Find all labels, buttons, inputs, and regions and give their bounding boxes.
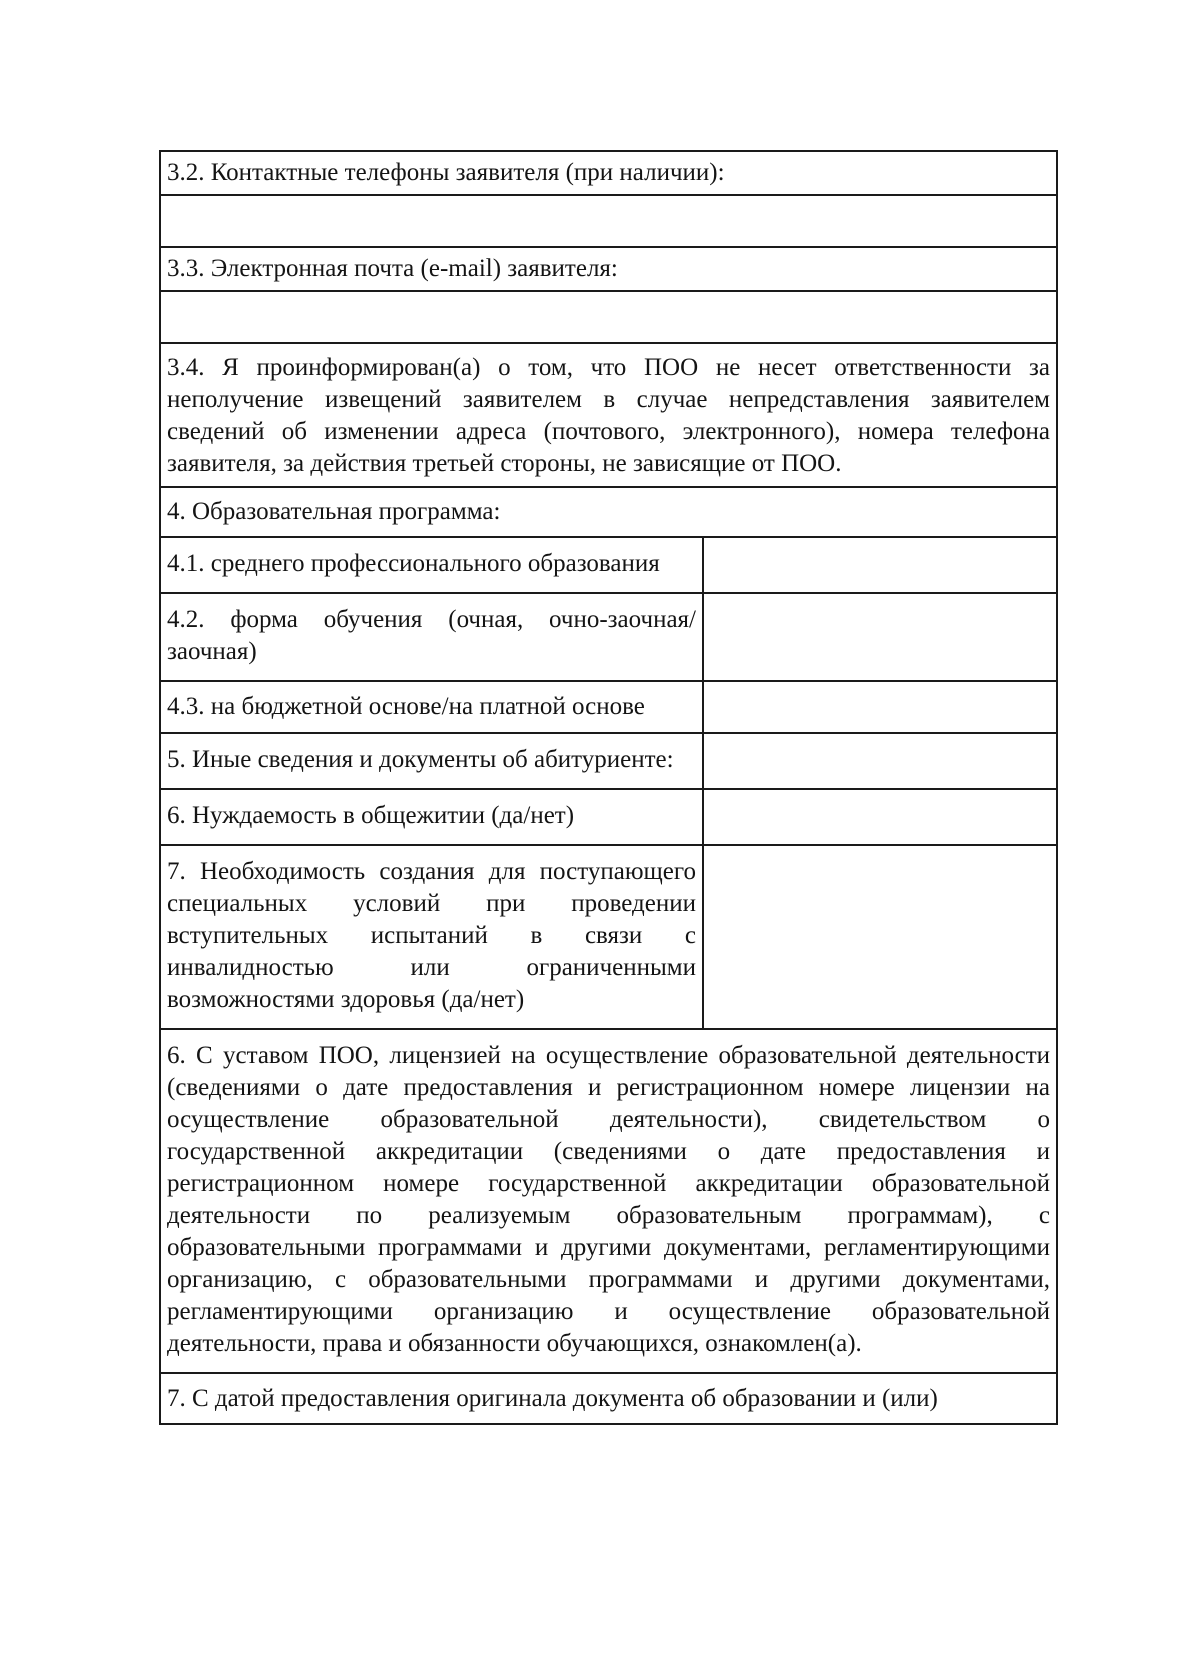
- program-level-label: 4.1. среднего профессионального образования: [161, 538, 704, 592]
- phone-label: 3.2. Контактные телефоны заявителя (при наличии):: [167, 159, 725, 186]
- original-doc-row: [161, 1374, 1056, 1423]
- special-conditions-label: 7. Необходимость создания для поступающего специальных условий при проведении вступительных испытаний в связи с инвалидностью или ограниченными возможностями здоровья (да/нет): [161, 846, 704, 1028]
- other-info-row: [161, 734, 1056, 790]
- other-info-field[interactable]: [704, 734, 1056, 788]
- phone-label-row: [161, 152, 1056, 196]
- program-heading-row: [161, 488, 1056, 538]
- application-form-table: [159, 150, 1058, 1425]
- funding-field[interactable]: [704, 682, 1056, 732]
- notice-text: 3.4. Я проинформирован(а) о том, что ПОО не несет ответственности за неполучение извещений заявителем в случае непредставления заявителем сведений об изменении адреса (почтового, электронного), номера телефона заявителя, за действия третьей стороны, не зависящие от ПОО.: [167, 354, 1050, 477]
- acknowledgement-text: 6. С уставом ПОО, лицензией на осуществление образовательной деятельности (сведениями о дате предоставления и регистрационном номере лицензии на осуществление образовательной деятельности), свидетельством о государственной аккредитации (сведениями о дате предоставления и регистрационном номере государственной аккредитации образовательной деятельности по реализуемым образовательным программам), с образовательными программами и другими документами, регламентирующими организацию, с образовательными программами и другими документами, регламентирующими организацию и осуществление образовательной деятельности, права и обязанности обучающихся, ознакомлен(а).: [167, 1042, 1050, 1357]
- study-form-row: [161, 594, 1056, 682]
- special-conditions-field[interactable]: [704, 846, 1056, 1028]
- funding-row: [161, 682, 1056, 734]
- program-heading: 4. Образовательная программа:: [167, 498, 501, 525]
- dormitory-label: 6. Нуждаемость в общежитии (да/нет): [161, 790, 704, 844]
- program-level-row: [161, 538, 1056, 594]
- program-level-field[interactable]: [704, 538, 1056, 592]
- dormitory-field[interactable]: [704, 790, 1056, 844]
- dormitory-row: [161, 790, 1056, 846]
- study-form-field[interactable]: [704, 594, 1056, 680]
- phone-field[interactable]: [161, 196, 1056, 248]
- email-field[interactable]: [161, 292, 1056, 344]
- notice-row: [161, 344, 1056, 488]
- study-form-label: 4.2. форма обучения (очная, очно-заочная/заочная): [161, 594, 704, 680]
- email-label-row: [161, 248, 1056, 292]
- email-label: 3.3. Электронная почта (e-mail) заявителя:: [167, 255, 618, 282]
- special-conditions-row: [161, 846, 1056, 1030]
- acknowledgement-row: [161, 1030, 1056, 1374]
- other-info-label: 5. Иные сведения и документы об абитуриенте:: [161, 734, 704, 788]
- funding-label: 4.3. на бюджетной основе/на платной основе: [161, 682, 704, 732]
- original-doc-text: 7. С датой предоставления оригинала документа об образовании и (или): [167, 1385, 938, 1412]
